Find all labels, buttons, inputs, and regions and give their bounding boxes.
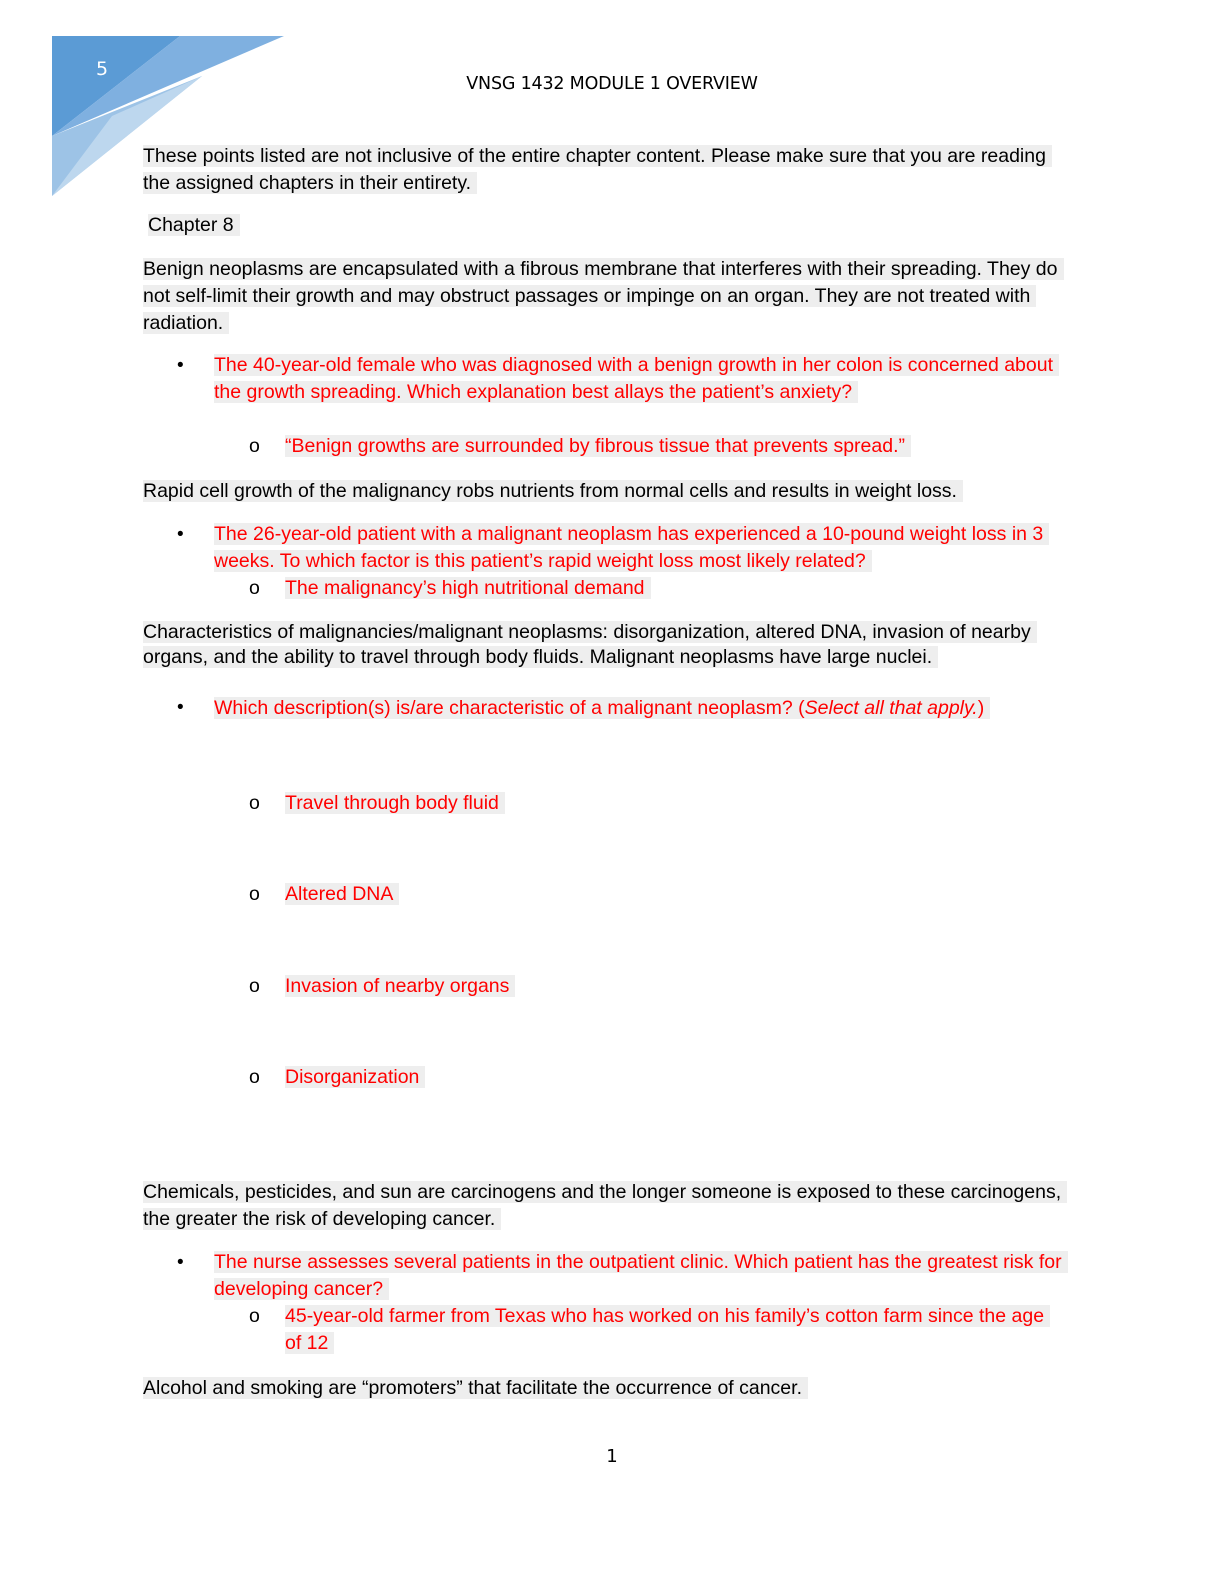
section-2-paragraph xyxy=(143,478,1073,505)
section-3-question-text: Which description(s) is/are characteristic of a malignant neoplasm? ( xyxy=(214,697,805,719)
sub-bullet-marker: o xyxy=(249,1305,260,1327)
section-5-text: Alcohol and smoking are “promoters” that facilitate the occurrence of cancer. xyxy=(143,1377,808,1399)
sub-bullet-marker: o xyxy=(249,792,260,814)
document-header-title: VNSG 1432 MODULE 1 OVERVIEW xyxy=(466,74,758,94)
section-2-answer-text: The malignancy’s high nutritional demand xyxy=(285,577,651,599)
bullet-marker: • xyxy=(177,355,184,376)
bullet-marker: • xyxy=(177,524,184,545)
chapter-heading xyxy=(148,212,1078,239)
chapter-label: Chapter 8 xyxy=(148,214,240,236)
footer-page-number: 1 xyxy=(606,1446,618,1467)
section-4-text: Chemicals, pesticides, and sun are carcinogens and the longer someone is exposed to these carcinogens, the greater the risk of developing cancer. xyxy=(143,1181,1067,1230)
sub-bullet-marker: o xyxy=(249,577,260,599)
sub-bullet-marker: o xyxy=(249,435,260,457)
section-1-text: Benign neoplasms are encapsulated with a fibrous membrane that interferes with their spreading. They do not self-limit their growth and may obstruct passages or impinge on an organ. They are not treated with radiation. xyxy=(143,258,1064,334)
section-3-answer-1-text: Travel through body fluid xyxy=(285,792,505,814)
section-1-question-text: The 40-year-old female who was diagnosed with a benign growth in her colon is concerned about the growth spreading. Which explanation best allays the patient’s anxiety? xyxy=(214,354,1059,403)
section-3-answer-4-text: Disorganization xyxy=(285,1066,425,1088)
section-3-answer-2-text: Altered DNA xyxy=(285,883,399,905)
section-2-question-text: The 26-year-old patient with a malignant neoplasm has experienced a 10-pound weight loss in 3 weeks. To which factor is this patient’s rapid weight loss most likely related? xyxy=(214,523,1049,572)
section-1-answer-text: “Benign growths are surrounded by fibrous tissue that prevents spread.” xyxy=(285,435,911,457)
section-1-paragraph xyxy=(143,256,1073,337)
corner-page-number: 5 xyxy=(96,58,109,80)
intro-text: These points listed are not inclusive of the entire chapter content. Please make sure that you are reading the assigned chapters in their entirety. xyxy=(143,145,1052,194)
section-3-paragraph xyxy=(143,620,1073,670)
sub-bullet-marker: o xyxy=(249,975,260,997)
section-3-question-italic: Select all that apply. xyxy=(804,697,978,719)
intro-paragraph xyxy=(143,143,1073,197)
sub-bullet-marker: o xyxy=(249,883,260,905)
bullet-marker: • xyxy=(177,1252,184,1273)
section-3-answer-3-text: Invasion of nearby organs xyxy=(285,975,515,997)
section-4-paragraph xyxy=(143,1179,1073,1233)
section-3-question-end: ) xyxy=(977,697,985,719)
section-2-text: Rapid cell growth of the malignancy robs nutrients from normal cells and results in weight loss. xyxy=(143,480,963,502)
section-3-text: Characteristics of malignancies/malignant neoplasms: disorganization, altered DNA, invasion of nearby organs, and the ability to travel through body fluids. Malignant neoplasms have large nuclei. xyxy=(143,621,1037,668)
sub-bullet-marker: o xyxy=(249,1066,260,1088)
section-4-question-text: The nurse assesses several patients in the outpatient clinic. Which patient has the greatest risk for developing cancer? xyxy=(214,1251,1068,1300)
section-5-paragraph xyxy=(143,1375,1073,1402)
section-4-answer-text: 45-year-old farmer from Texas who has worked on his family’s cotton farm since the age of 12 xyxy=(285,1305,1050,1354)
bullet-marker: • xyxy=(177,697,184,718)
